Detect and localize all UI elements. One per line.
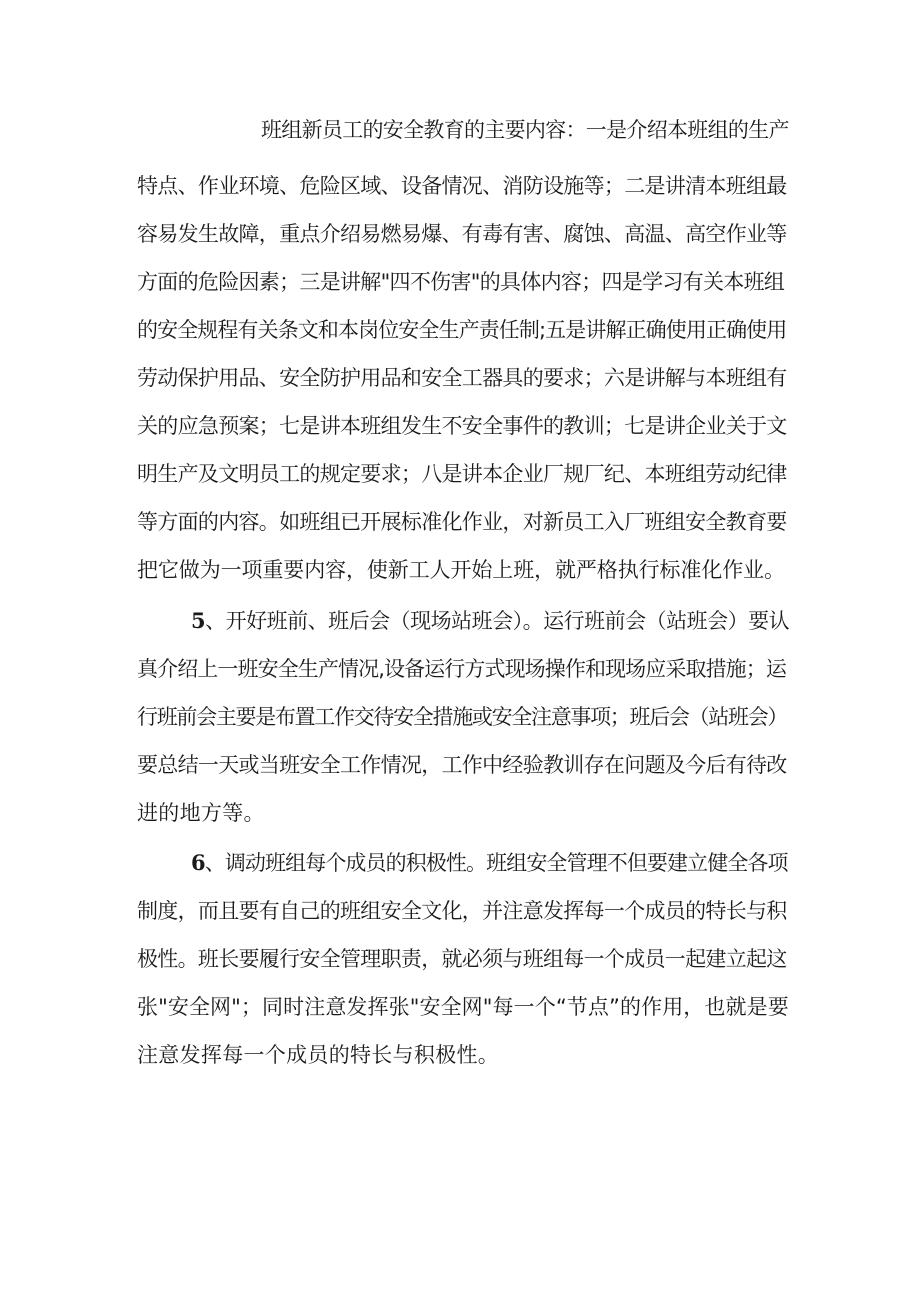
paragraph-1-line-9: 等方面的内容。如班组已开展标准化作业，对新员工入厂班组安全教育要 bbox=[137, 510, 787, 534]
paragraph-3-line-5: 注意发挥每一个成员的特长与积极性。 bbox=[137, 1043, 500, 1067]
paragraph-3-line-1 bbox=[191, 849, 788, 877]
paragraph-1-line-4: 方面的危险因素；三是讲解"四不伤害"的具体内容；四是学习有关本班组 bbox=[137, 270, 785, 294]
paragraph-3-line-2: 制度，而且要有自己的班组安全文化，并注意发挥每一个成员的特长与积 bbox=[137, 899, 787, 923]
paragraph-2-line-5: 进的地方等。 bbox=[137, 801, 265, 825]
paragraph-2-line-3: 行班前会主要是布置工作交待安全措施或安全注意事项；班后会（站班会） bbox=[137, 705, 788, 729]
paragraph-1-line-2: 特点、作业环境、危险区域、设备情况、消防设施等；二是讲清本班组最 bbox=[137, 174, 787, 198]
paragraph-2-line-1 bbox=[191, 607, 789, 635]
paragraph-1-line-5: 的安全规程有关条文和本岗位安全生产责任制;五是讲解正确使用正确使用 bbox=[137, 318, 787, 342]
paragraph-1-line-10: 把它做为一项重要内容，使新工人开始上班，就严格执行标准化作业。 bbox=[137, 558, 785, 582]
paragraph-3-first-line: 、调动班组每个成员的积极性。班组安全管理不但要建立健全各项 bbox=[204, 851, 788, 875]
paragraph-1-line-7: 关的应急预案；七是讲本班组发生不安全事件的教训；七是讲企业关于文 bbox=[137, 414, 787, 438]
paragraph-2-number: 5 bbox=[191, 608, 206, 633]
paragraph-1-line-6: 劳动保护用品、安全防护用品和安全工器具的要求；六是讲解与本班组有 bbox=[137, 366, 787, 390]
paragraph-2-line-4: 要总结一天或当班安全工作情况，工作中经验教训存在问题及今后有待改 bbox=[137, 753, 787, 777]
paragraph-1-line-3: 容易发生故障，重点介绍易燃易爆、有毒有害、腐蚀、高温、高空作业等 bbox=[137, 222, 787, 246]
paragraph-1-line-8: 明生产及文明员工的规定要求；八是讲本企业厂规厂纪、本班组劳动纪律 bbox=[137, 462, 787, 486]
paragraph-3-number: 6 bbox=[191, 850, 205, 875]
paragraph-2-first-line: 、开好班前、班后会（现场站班会）。运行班前会（站班会）要认 bbox=[205, 609, 790, 633]
paragraph-3-line-3: 极性。班长要履行安全管理职责，就必须与班组每一个成员一起建立起这 bbox=[137, 947, 787, 971]
paragraph-1-line-1: 班组新员工的安全教育的主要内容：一是介绍本班组的生产 bbox=[261, 118, 789, 142]
paragraph-3-line-4: 张"安全网"；同时注意发挥张"安全网"每一个“节点”的作用，也就是要 bbox=[137, 995, 789, 1019]
paragraph-2-line-2: 真介绍上一班安全生产情况,设备运行方式现场操作和现场应采取措施；运 bbox=[137, 657, 786, 681]
